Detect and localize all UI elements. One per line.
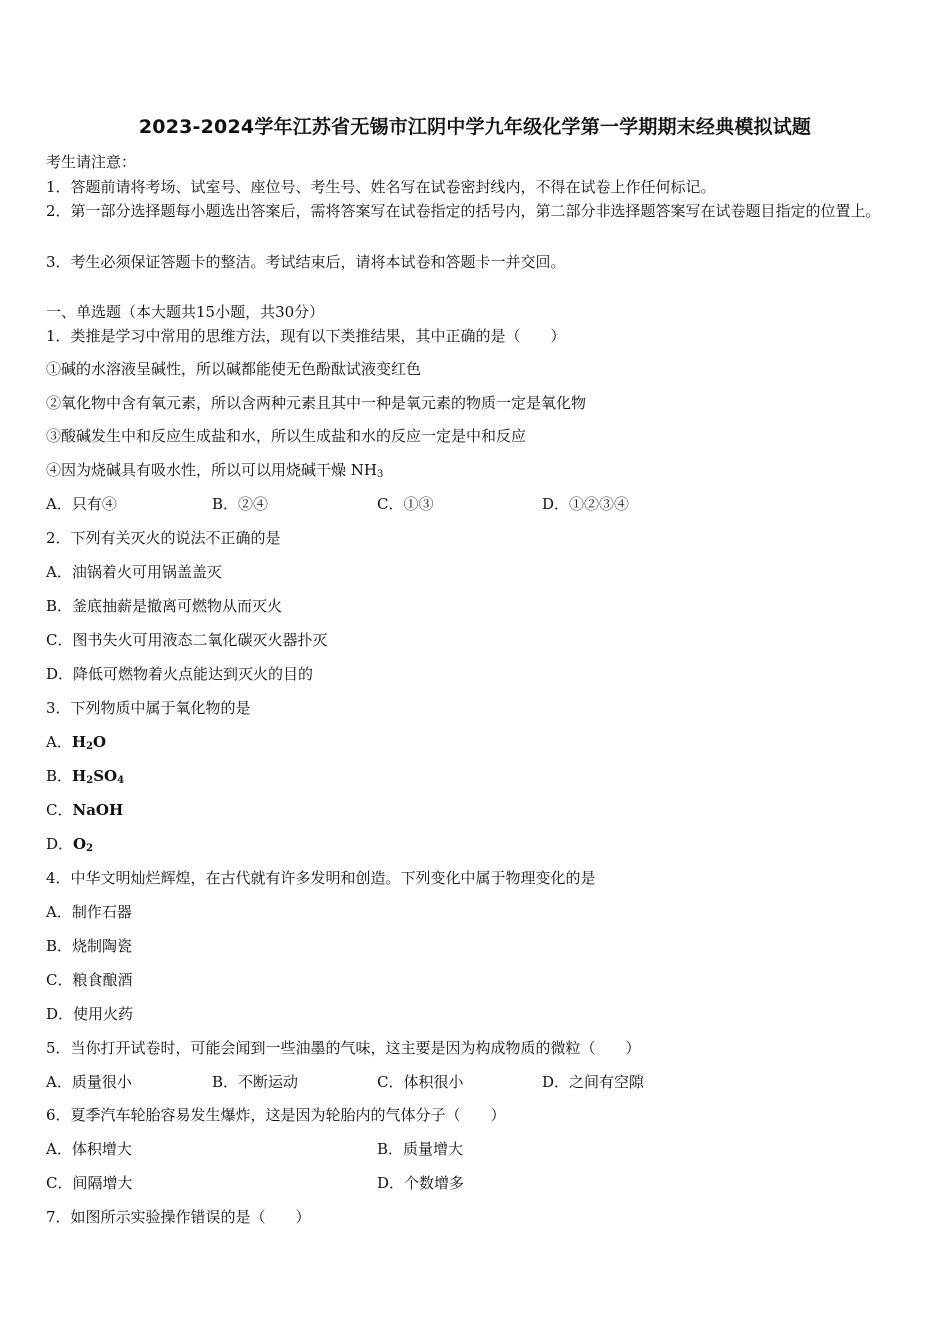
notice-item-1: 1．答题前请将考场、试室号、座位号、考生号、姓名写在试卷密封线内，不得在试卷上作任何标记。: [46, 178, 716, 196]
section-heading: 一、单选题（本大题共15小题，共30分）: [46, 303, 325, 321]
question-3-option-c[interactable]: C．NaOH: [46, 801, 124, 819]
question-2-option-a[interactable]: A．油锅着火可用锅盖盖灭: [46, 563, 222, 581]
notice-item-3: 3．考生必须保证答题卡的整洁。考试结束后，请将本试卷和答题卡一并交回。: [46, 253, 566, 271]
question-3-stem: 3．下列物质中属于氧化物的是: [46, 699, 251, 717]
question-4-option-c[interactable]: C．粮食酿酒: [46, 971, 133, 989]
question-6-option-c[interactable]: C．间隔增大: [46, 1174, 133, 1192]
question-6-option-d[interactable]: D．个数增多: [377, 1174, 465, 1192]
question-4-option-b[interactable]: B．烧制陶瓷: [46, 937, 133, 955]
question-5-option-d[interactable]: D．之间有空隙: [542, 1073, 645, 1091]
question-2-option-d[interactable]: D．降低可燃物着火点能达到灭火的目的: [46, 665, 314, 683]
notice-item-2: 2．第一部分选择题每小题选出答案后，需将答案写在试卷指定的括号内，第二部分非选择题答案写在试卷题目指定的位置上。: [46, 202, 881, 220]
question-1-statement-3: ③酸碱发生中和反应生成盐和水，所以生成盐和水的反应一定是中和反应: [46, 427, 527, 445]
page-title: 2023-2024学年江苏省无锡市江阴中学九年级化学第一学期期末经典模拟试题: [138, 116, 812, 138]
question-3-option-d[interactable]: D．$O_2$: [46, 835, 94, 854]
question-5-option-a[interactable]: A．质量很小: [46, 1073, 132, 1091]
question-6-stem: 6．夏季汽车轮胎容易发生爆炸，这是因为轮胎内的气体分子（ ）: [46, 1106, 506, 1124]
question-2-stem: 2．下列有关灭火的说法不正确的是: [46, 529, 281, 547]
question-1-option-d[interactable]: D．①②③④: [542, 495, 630, 513]
question-2-option-c[interactable]: C．图书失火可用液态二氧化碳灭火器扑灭: [46, 631, 328, 649]
question-1-option-b[interactable]: B．②④: [212, 495, 269, 513]
question-3-option-a[interactable]: A．$H_2O$: [46, 733, 107, 752]
question-5-option-b[interactable]: B．不断运动: [212, 1073, 299, 1091]
question-4-stem: 4．中华文明灿烂辉煌，在古代就有许多发明和创造。下列变化中属于物理变化的是: [46, 869, 596, 887]
question-1-statement-4: [46, 460, 383, 485]
question-7-stem: 7．如图所示实验操作错误的是（ ）: [46, 1208, 311, 1226]
question-3-option-b[interactable]: B．$H_2SO_4$: [46, 767, 125, 786]
question-5-option-c[interactable]: C．体积很小: [377, 1073, 464, 1091]
question-1-option-a[interactable]: A．只有④: [46, 495, 117, 513]
question-6-option-b[interactable]: B．质量增大: [377, 1140, 464, 1158]
question-2-option-b[interactable]: B．釜底抽薪是撤离可燃物从而灭火: [46, 597, 283, 615]
formula-nh3: $NH_3$: [350, 461, 384, 480]
question-1-statement-1: ①碱的水溶液呈碱性，所以碱都能使无色酚酞试液变红色: [46, 360, 422, 378]
question-5-stem: 5．当你打开试卷时，可能会闻到一些油墨的气味，这主要是因为构成物质的微粒（ ）: [46, 1039, 641, 1057]
question-1-statement-2: ②氧化物中含有氧元素，所以含两种元素且其中一种是氧元素的物质一定是氧化物: [46, 394, 587, 412]
notice-heading: 考生请注意：: [46, 153, 137, 171]
question-1-stem: 1．类推是学习中常用的思维方法，现有以下类推结果，其中正确的是（ ）: [46, 327, 566, 345]
statement-4-text: ④因为烧碱具有吸水性，所以可以用烧碱干燥: [46, 461, 347, 479]
question-1-option-c[interactable]: C．①③: [377, 495, 434, 513]
question-4-option-a[interactable]: A．制作石器: [46, 903, 132, 921]
question-6-option-a[interactable]: A．体积增大: [46, 1140, 132, 1158]
question-4-option-d[interactable]: D．使用火药: [46, 1005, 134, 1023]
